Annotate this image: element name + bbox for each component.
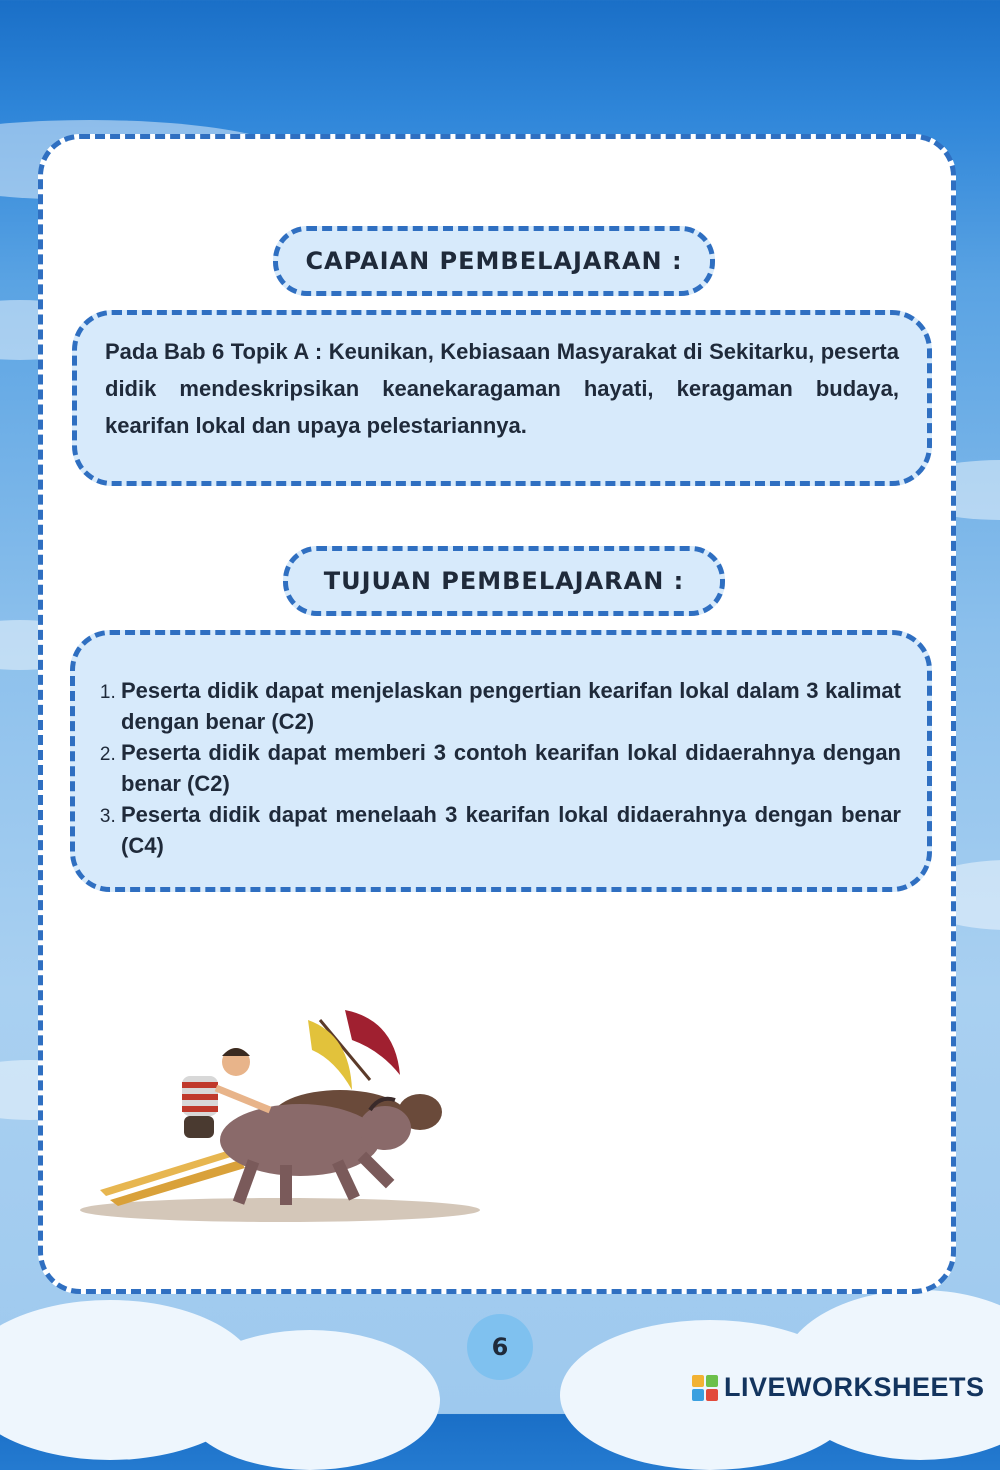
list-item: 2. Peserta didik dapat memberi 3 contoh kearifan lokal didaerahnya dengan benar (C2) <box>121 737 901 799</box>
list-item: 1. Peserta didik dapat menjelaskan pengertian kearifan lokal dalam 3 kalimat dengan benar (C2) <box>121 675 901 737</box>
brand-text: LIVEWORKSHEETS <box>724 1372 985 1402</box>
liveworksheets-logo-icon <box>692 1375 718 1401</box>
page-number: 6 <box>467 1314 533 1380</box>
capaian-heading: CAPAIAN PEMBELAJARAN : <box>273 226 715 296</box>
buffalo-race-illustration <box>80 1000 500 1230</box>
tujuan-heading: TUJUAN PEMBELAJARAN : <box>283 546 725 616</box>
liveworksheets-brand[interactable] <box>692 1372 985 1403</box>
capaian-panel <box>72 310 932 486</box>
cloud <box>180 1330 440 1470</box>
capaian-text: Pada Bab 6 Topik A : Keunikan, Kebiasaan Masyarakat di Sekitarku, peserta didik mendeskripsikan keanekaragaman hayati, keragaman budaya, kearifan lokal dan upaya pelestariannya. <box>105 339 899 438</box>
tujuan-list <box>101 675 901 861</box>
tujuan-panel <box>70 630 932 892</box>
list-item: 3. Peserta didik dapat menelaah 3 kearifan lokal didaerahnya dengan benar (C4) <box>121 799 901 861</box>
